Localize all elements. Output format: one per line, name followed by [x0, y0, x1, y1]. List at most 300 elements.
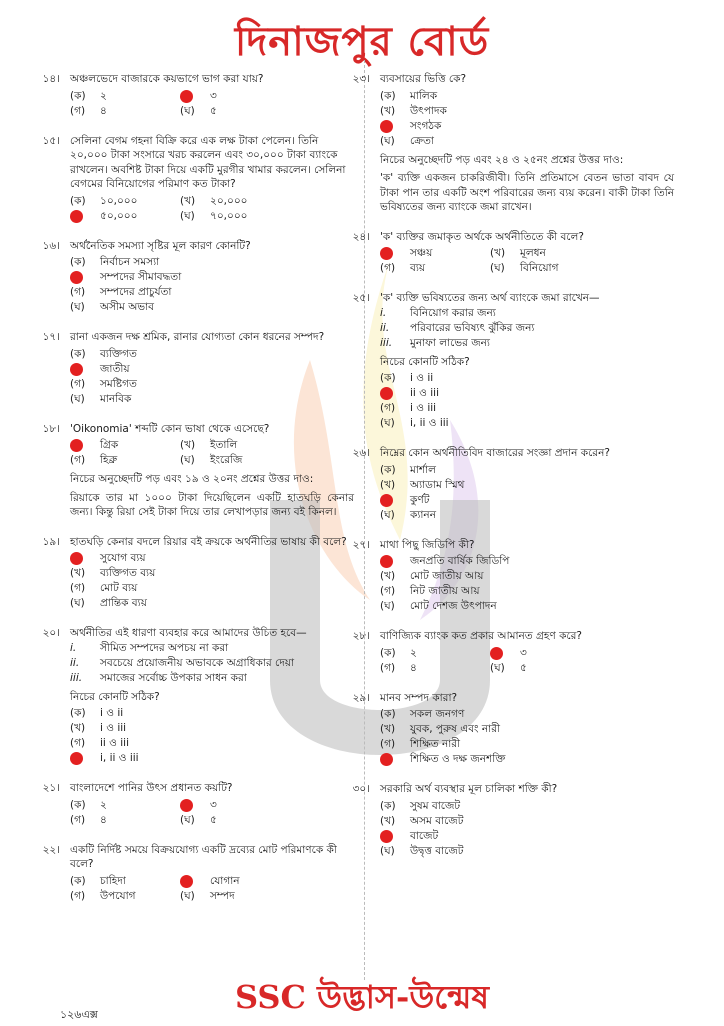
option-text: উদ্বৃত্ত বাজেট [410, 844, 464, 857]
option-label: (খ) [180, 194, 196, 207]
option-text: সম্পদের প্রাচুর্যতা [100, 286, 172, 299]
question-item [42, 72, 354, 119]
options-group [380, 646, 674, 676]
option-selected[interactable] [70, 751, 330, 766]
question-subprompt: নিচের কোনটি সঠিক? [380, 355, 470, 368]
options-row [70, 392, 354, 407]
option[interactable] [380, 707, 640, 722]
option-text: i ও ii [410, 372, 434, 385]
options-row [380, 416, 674, 431]
option-selected[interactable] [380, 386, 640, 401]
question-text: হাতঘড়ি কেনার বদলে রিয়ার বই ক্রয়কে অর্থনীতির ভাষায় কী বলে? [70, 535, 347, 548]
option-text: ৩ [520, 646, 527, 659]
options-group [70, 798, 354, 828]
options-group [70, 438, 354, 468]
question-number: ২৬। [352, 447, 370, 459]
option-text: ৪ [100, 813, 107, 826]
statement-text: সবচেয়ে প্রয়োজনীয় অভাবকে অগ্রাধিকার দেয়া [100, 656, 294, 669]
answer-marker-icon [70, 439, 83, 452]
option-label: (খ) [380, 478, 396, 491]
answer-marker-icon [380, 830, 393, 843]
option-selected[interactable] [70, 438, 180, 453]
option-text: ৫০,০০০ [100, 209, 138, 222]
option-label: (গ) [70, 582, 86, 595]
option[interactable] [70, 566, 330, 581]
options-group [70, 89, 354, 119]
options-row [380, 508, 674, 523]
question-subprompt: নিচের কোনটি সঠিক? [70, 690, 160, 703]
passage-instruction: নিচের অনুচ্ছেদটি পড় এবং ২৪ ও ২৫নং প্রশ্নের উত্তর দাও: [380, 153, 624, 166]
option-text: যোগান [210, 874, 240, 887]
option-label: (গ) [380, 585, 396, 598]
left-column [42, 72, 354, 919]
answer-marker-icon [70, 210, 83, 223]
options-row [380, 752, 674, 767]
option-text: ৭০,০০০ [210, 209, 248, 222]
options-group [380, 89, 674, 149]
option-text: ৫ [520, 661, 527, 674]
option[interactable] [380, 134, 640, 149]
option[interactable] [70, 453, 180, 468]
option-selected[interactable] [180, 874, 290, 889]
question-item [352, 782, 674, 859]
option-selected[interactable] [380, 829, 640, 844]
options-row [380, 478, 674, 493]
answer-marker-icon [380, 555, 393, 568]
question-number: ২৩। [352, 73, 370, 85]
option-text: ইংরেজি [210, 454, 243, 467]
option-label: (ঘ) [70, 392, 85, 405]
option[interactable] [70, 721, 330, 736]
option-selected[interactable] [70, 551, 330, 566]
option-label: (ক) [70, 347, 86, 360]
statement-row [380, 306, 674, 321]
option-label: (ঘ) [70, 301, 85, 314]
option[interactable] [70, 874, 180, 889]
answer-marker-icon [380, 120, 393, 133]
statement-row [70, 641, 354, 656]
option-text: i ও iii [410, 402, 437, 415]
option-text: সঞ্চয় [410, 247, 433, 260]
option[interactable] [490, 246, 600, 261]
option[interactable] [180, 813, 290, 828]
statement-label: iii. [380, 336, 393, 349]
options-row [380, 599, 674, 614]
option[interactable] [70, 104, 180, 119]
option-text: মোট জাতীয় আয় [410, 570, 484, 583]
options-group [70, 255, 354, 315]
option-label: (গ) [70, 104, 86, 117]
option-label: (ঘ) [490, 661, 505, 674]
option[interactable] [70, 706, 330, 721]
options-row [380, 104, 674, 119]
option-text: মোট ব্যয় [100, 582, 138, 595]
option-text: সম্পদের সীমাবদ্ধতা [100, 271, 182, 284]
option[interactable] [70, 285, 330, 300]
option-selected[interactable] [380, 493, 640, 508]
option-text: ৩ [210, 89, 217, 102]
option-text: i ও ii [100, 707, 124, 720]
option[interactable] [380, 646, 490, 661]
option-label: (ক) [70, 874, 86, 887]
options-row [380, 493, 674, 508]
option-selected[interactable] [380, 752, 640, 767]
option-text: বাজেট [410, 829, 439, 842]
option-selected[interactable] [180, 89, 290, 104]
option[interactable] [380, 737, 640, 752]
question-item [352, 538, 674, 615]
options-group [380, 246, 674, 276]
statement-row [380, 321, 674, 336]
question-text: অর্থনীতির এই ধারণা ব্যবহার করে আমাদের উচিত হবে— [70, 627, 307, 639]
question-text: মাথা পিছু জিডিপি কী? [380, 538, 475, 551]
options-row [380, 569, 674, 584]
option-label: (ঘ) [380, 508, 395, 521]
statement-text: বিনিয়োগ করার জন্য [410, 306, 496, 319]
option-text: ইতালি [210, 439, 238, 452]
option-selected[interactable] [180, 798, 290, 813]
option-label: (ঘ) [380, 600, 395, 613]
footer-title: SSC উদ্ভাস-উন্মেষ [235, 978, 489, 1016]
option[interactable] [180, 889, 290, 904]
option[interactable] [70, 798, 180, 813]
options-row [70, 194, 354, 209]
option-label: (গ) [380, 262, 396, 275]
option-text: ১০,০০০ [100, 194, 138, 207]
options-row [70, 551, 354, 566]
question-text: অঞ্চলভেদে বাজারকে কয়ভাগে ভাগ করা যায়? [70, 73, 264, 85]
option-text: ii ও iii [410, 387, 439, 400]
statement-text: মুনাফা লাভের জন্য [410, 336, 490, 349]
option[interactable] [380, 844, 640, 859]
option-label: (ক) [380, 463, 396, 476]
option-label: (ক) [70, 798, 86, 811]
option[interactable] [180, 209, 290, 224]
option-label: (ক) [380, 799, 396, 812]
question-text: 'ক' ব্যক্তির জমাকৃত অর্থকে অর্থনীতিতে কী বলে? [380, 230, 584, 243]
question-number: ৩০। [352, 783, 370, 795]
options-group [70, 347, 354, 407]
option-label: (ঘ) [380, 844, 395, 857]
option[interactable] [380, 104, 640, 119]
question-number: ২০। [42, 627, 60, 639]
options-row [380, 707, 674, 722]
option[interactable] [70, 889, 180, 904]
option[interactable] [70, 194, 180, 209]
statement-label: i. [380, 306, 387, 319]
option[interactable] [380, 401, 640, 416]
answer-marker-icon [180, 875, 193, 888]
question-item [42, 626, 354, 766]
options-row [70, 721, 354, 736]
option[interactable] [490, 661, 600, 676]
option-label: (ক) [380, 708, 396, 721]
answer-marker-icon [70, 752, 83, 765]
options-group [380, 371, 674, 431]
option[interactable] [70, 392, 330, 407]
option-label: (ক) [380, 372, 396, 385]
option[interactable] [70, 813, 180, 828]
question-number: ২৯। [352, 691, 370, 704]
option-text: ব্যক্তিগত [100, 347, 137, 360]
question-item [42, 422, 354, 520]
option[interactable] [380, 569, 640, 584]
question-number: ১৯। [42, 535, 60, 548]
answer-marker-icon [380, 494, 393, 507]
options-row [380, 386, 674, 401]
options-row [70, 104, 354, 119]
question-number: ১৬। [42, 239, 60, 252]
option[interactable] [380, 416, 640, 431]
statement-row [380, 336, 674, 351]
options-row [380, 584, 674, 599]
option-text: সকল জনগণ [410, 708, 465, 721]
option-label: (গ) [70, 286, 86, 299]
option[interactable] [70, 581, 330, 596]
option[interactable] [380, 371, 640, 386]
option-text: ৪ [410, 661, 417, 674]
answer-marker-icon [70, 552, 83, 565]
option[interactable] [70, 347, 330, 362]
answer-marker-icon [70, 363, 83, 376]
option-selected[interactable] [70, 270, 330, 285]
options-group [70, 551, 354, 611]
options-row [70, 453, 354, 468]
question-item [352, 629, 674, 676]
passage-text: 'ক' ব্যক্তি একজন চাকরিজীবী। তিনি প্রতিমাসে বেতন ভাতা বাবদ যে টাকা পান তার একটি অংশ পরিবারের জন্য ব্যয় করেন। বাকী টাকা তিনি ভবিষ্যতের জন্য ব্যাংকে জমা রাখেন। [380, 172, 674, 213]
option-text: মার্শাল [410, 463, 436, 476]
page-number: ১২৬এক্স [60, 1008, 98, 1021]
option-text: i, ii ও iii [100, 752, 139, 765]
question-text: বাণিজ্যিক ব্যাংক কত প্রকার আমানত গ্রহণ করে? [380, 630, 582, 642]
option-label: (গ) [380, 402, 396, 415]
question-text: সরকারি অর্থ ব্যবস্থার মূল চালিকা শক্তি কী? [380, 783, 558, 795]
option[interactable] [380, 799, 640, 814]
option-text: ৫ [210, 813, 217, 826]
options-row [380, 261, 674, 276]
option-text: i ও iii [100, 722, 127, 735]
options-row [70, 285, 354, 300]
option-text: ৫ [210, 104, 217, 117]
option-text: সংগঠক [410, 119, 442, 132]
column-divider [364, 60, 366, 980]
option-text: নির্বাচন সমস্যা [100, 256, 160, 269]
option-selected[interactable] [380, 119, 640, 134]
option-label: (ঘ) [180, 209, 195, 222]
option-selected[interactable] [380, 246, 490, 261]
option[interactable] [180, 453, 290, 468]
option-label: (খ) [70, 722, 86, 735]
option[interactable] [380, 508, 640, 523]
options-row [70, 813, 354, 828]
option[interactable] [180, 438, 290, 453]
option[interactable] [380, 814, 640, 829]
option[interactable] [380, 722, 640, 737]
option-text: সুযোগ ব্যয় [100, 552, 146, 565]
option[interactable] [380, 463, 640, 478]
option-label: (ঘ) [380, 417, 395, 430]
option-text: ব্যয় [410, 262, 426, 275]
statement-text: সীমিত সম্পদের অপচয় না করা [100, 641, 229, 654]
option[interactable] [70, 300, 330, 315]
option-label: (ক) [380, 89, 396, 102]
options-row [70, 347, 354, 362]
statement-label: iii. [70, 671, 83, 684]
options-row [70, 255, 354, 270]
options-row [70, 438, 354, 453]
question-number: ২৮। [352, 630, 370, 642]
option-text: জনপ্রতি বার্ষিক জিডিপি [410, 555, 510, 568]
options-row [380, 661, 674, 676]
options-row [380, 737, 674, 752]
option-label: (খ) [380, 104, 396, 117]
option[interactable] [380, 478, 640, 493]
option[interactable] [70, 89, 180, 104]
option-label: (ক) [380, 646, 396, 659]
option[interactable] [380, 89, 640, 104]
option-label: (ঘ) [490, 262, 505, 275]
option-text: ব্যক্তিগত ব্যয় [100, 567, 156, 580]
option[interactable] [70, 377, 330, 392]
option-text: যুবক, পুরুষ এবং নারী [410, 723, 501, 736]
answer-marker-icon [70, 271, 83, 284]
options-group [380, 707, 674, 767]
options-row [70, 300, 354, 315]
option-text: ক্যানন [410, 508, 436, 521]
options-row [70, 581, 354, 596]
option-text: ২০,০০০ [210, 194, 248, 207]
options-group [380, 554, 674, 614]
option[interactable] [180, 104, 290, 119]
options-row [380, 844, 674, 859]
option-label: (ক) [70, 256, 86, 269]
question-item [352, 291, 674, 431]
question-number: ১৫। [42, 134, 60, 147]
option-selected[interactable] [70, 362, 330, 377]
options-row [70, 270, 354, 285]
option-label: (ঘ) [180, 889, 195, 902]
question-item [352, 691, 674, 768]
options-group [380, 463, 674, 523]
option-label: (খ) [180, 439, 196, 452]
statement-label: i. [70, 641, 77, 654]
question-text: 'ক' ব্যক্তি ভবিষ্যতের জন্য অর্থ ব্যাংকে জমা রাখেন— [380, 292, 600, 304]
question-item [42, 843, 354, 904]
option[interactable] [380, 261, 490, 276]
option-text: হিব্রু [100, 454, 118, 467]
answer-marker-icon [180, 799, 193, 812]
option-label: (ঘ) [180, 454, 195, 467]
options-row [70, 798, 354, 813]
option[interactable] [70, 736, 330, 751]
option-text: মূলধন [520, 247, 546, 260]
options-row [70, 596, 354, 611]
options-row [70, 751, 354, 766]
option[interactable] [70, 255, 330, 270]
question-number: ২৭। [352, 538, 370, 551]
option-text: ২ [410, 646, 417, 659]
options-row [380, 119, 674, 134]
answer-marker-icon [180, 90, 193, 103]
option-text: সমষ্টিগত [100, 377, 137, 390]
option[interactable] [380, 661, 490, 676]
question-item [42, 535, 354, 612]
options-group [70, 706, 354, 766]
option[interactable] [490, 261, 600, 276]
options-row [380, 134, 674, 149]
option-text: শিক্ষিত নারী [410, 738, 461, 751]
option-text: ৩ [210, 798, 217, 811]
options-row [70, 874, 354, 889]
question-item [42, 330, 354, 407]
option-label: (ঘ) [180, 104, 195, 117]
option-selected[interactable] [380, 554, 640, 569]
passage-instruction: নিচের অনুচ্ছেদটি পড় এবং ১৯ ও ২০নং প্রশ্নের উত্তর দাও: [70, 473, 314, 485]
option-selected[interactable] [490, 646, 600, 661]
option-text: i, ii ও iii [410, 417, 449, 430]
options-row [70, 736, 354, 751]
option-text: শিক্ষিত ও দক্ষ জনশক্তি [410, 753, 506, 766]
option-text: জাতীয় [100, 362, 130, 375]
option-text: ii ও iii [100, 737, 129, 750]
question-item [352, 446, 674, 523]
question-item [352, 230, 674, 277]
question-text: 'Oikonomia' শব্দটি কোন ভাষা থেকে এসেছে? [70, 422, 270, 435]
options-row [380, 89, 674, 104]
option[interactable] [180, 194, 290, 209]
option-label: (গ) [70, 889, 86, 902]
question-number: ১৪। [42, 73, 60, 85]
option-text: সুষম বাজেট [410, 799, 461, 812]
options-group [70, 194, 354, 224]
option-label: (ঘ) [180, 813, 195, 826]
option-label: (খ) [380, 570, 396, 583]
options-row [380, 371, 674, 386]
question-text: বাংলাদেশে পানির উৎস প্রধানত কয়টি? [70, 782, 233, 794]
option-text: মানবিক [100, 392, 132, 405]
option-selected[interactable] [70, 209, 180, 224]
option[interactable] [380, 584, 640, 599]
answer-marker-icon [380, 753, 393, 766]
option-text: ক্রেতা [410, 134, 434, 147]
option-label: (খ) [380, 814, 396, 827]
option[interactable] [380, 599, 640, 614]
option-text: ৪ [100, 104, 107, 117]
option-label: (গ) [70, 813, 86, 826]
option-label: (খ) [380, 723, 396, 736]
question-text: অর্থনৈতিক সমস্যা সৃষ্টির মূল কারণ কোনটি? [70, 239, 251, 252]
question-text: ব্যবসায়ের ভিত্তি কে? [380, 73, 467, 85]
statement-row [70, 671, 354, 686]
option-label: (ক) [70, 194, 86, 207]
options-row [380, 463, 674, 478]
statement-row [70, 656, 354, 671]
statement-label: ii. [70, 656, 80, 669]
option-label: (গ) [70, 377, 86, 390]
option[interactable] [70, 596, 330, 611]
question-text: নিম্নের কোন অর্থনীতিবিদ বাজারের সংজ্ঞা প্রদান করেন? [380, 447, 610, 459]
question-text: রানা একজন দক্ষ শ্রমিক, রানার যোগ্যতা কোন ধরনের সম্পদ? [70, 331, 325, 343]
option-text: গ্রিক [100, 439, 119, 452]
question-number: ২২। [42, 843, 60, 856]
options-row [70, 566, 354, 581]
options-row [70, 377, 354, 392]
options-row [380, 814, 674, 829]
option-label: (ঘ) [380, 134, 395, 147]
question-item [42, 781, 354, 828]
option-label: (ক) [70, 89, 86, 102]
options-row [70, 89, 354, 104]
